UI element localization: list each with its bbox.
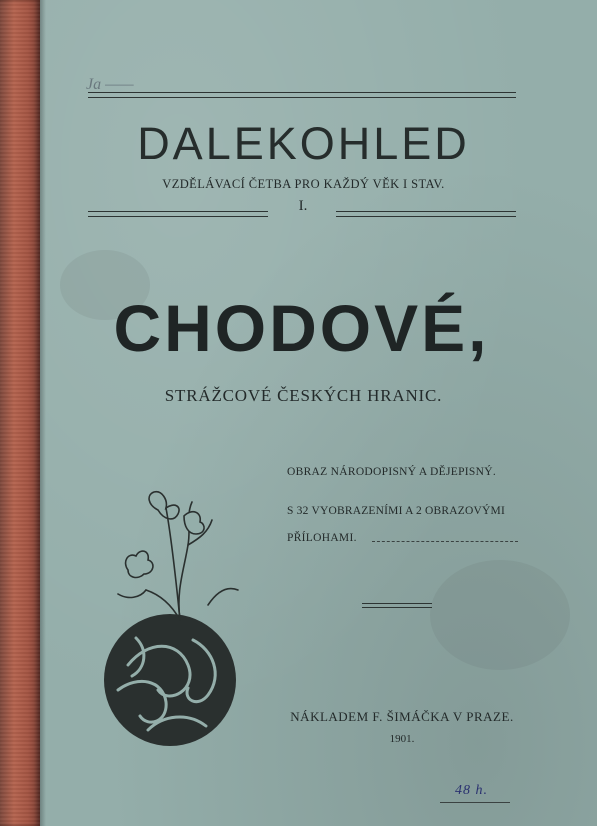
handwritten-scribble: Ja —— [86,76,134,93]
volume-number: I. [298,198,308,214]
handwritten-price: 48 h. [455,783,488,798]
description-line: S 32 VYOBRAZENÍMI A 2 OBRAZOVÝMI [287,505,505,517]
description-line: PŘÍLOHAMI. [287,532,357,544]
series-subtitle: VZDĚLÁVACÍ ČETBA PRO KAŽDÝ VĚK I STAV. [162,177,445,191]
top-double-rule [88,92,516,98]
publisher-imprint: NÁKLADEM F. ŠIMÁČKA V PRAZE. [290,709,514,724]
book-title: CHODOVÉ, [113,291,490,365]
cover-stain [430,560,570,670]
publication-year: 1901. [389,733,415,745]
book-subtitle: STRÁŽCOVÉ ČESKÝCH HRANIC. [164,386,443,405]
description-line: OBRAZ NÁRODOPISNÝ A DĚJEPISNÝ. [287,466,496,478]
price-underline [440,802,510,803]
left-volume-rule [88,211,268,217]
art-nouveau-flower-vignette-icon [88,490,258,750]
right-volume-rule [336,211,516,217]
small-divider-rule [362,603,432,608]
series-title: DALEKOHLED [137,118,470,169]
dotted-leader [372,541,518,542]
